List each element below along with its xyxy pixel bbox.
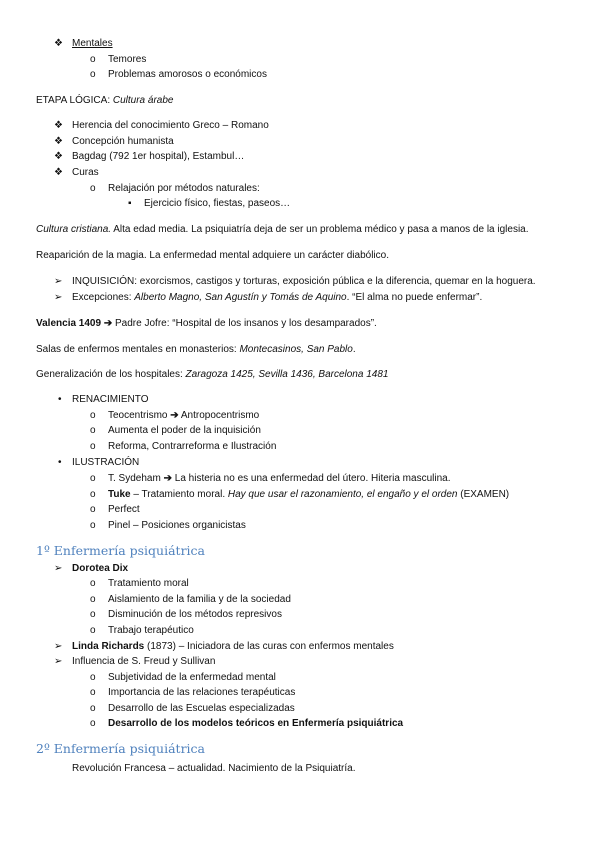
arrow-bullet-icon: ➢ (54, 656, 63, 667)
circle-bullet-icon: o (90, 703, 96, 714)
renacimiento-title: RENACIMIENTO (72, 394, 149, 405)
linda-item: Linda Richards (1873) – Iniciadora de las curas con enfermos mentales (72, 641, 394, 652)
circle-bullet-icon: o (90, 441, 96, 452)
square-bullet-icon: ▪ (128, 198, 132, 209)
inquisicion-item: INQUISICIÓN: exorcismos, castigos y torturas, exposición pública e la diferencia, quemar en la hoguera. (72, 276, 536, 287)
arrow-bullet-icon: ➢ (54, 292, 63, 303)
circle-bullet-icon: o (90, 687, 96, 698)
salas-paragraph: Salas de enfermos mentales en monasterios: Montecasinos, San Pablo. (36, 344, 356, 355)
diamond-bullet-icon: ❖ (54, 38, 63, 49)
circle-bullet-icon: o (90, 504, 96, 515)
excepciones-item: Excepciones: Alberto Magno, San Agustín y Tomás de Aquino. “El alma no puede enfermar”. (72, 292, 483, 303)
dot-bullet-icon: • (58, 457, 62, 468)
diamond-bullet-icon: ❖ (54, 167, 63, 178)
etapa-logica-heading: ETAPA LÓGICA: Cultura árabe (36, 95, 174, 106)
dorotea-item: Tratamiento moral (108, 578, 189, 589)
influencia-item-bold: Desarrollo de los modelos teóricos en Enfermería psiquiátrica (108, 718, 404, 729)
section-heading-1: 1º Enfermería psiquiátrica (36, 543, 205, 558)
dorotea-item: Trabajo terapéutico (108, 625, 194, 636)
ilustracion-item: T. Sydeham ➔ La histeria no es una enfermedad del útero. Hiteria masculina. (108, 473, 451, 484)
ilustracion-item: Perfect (108, 504, 140, 515)
diamond-bullet-icon: ❖ (54, 151, 63, 162)
circle-bullet-icon: o (90, 69, 96, 80)
etapa-logica-item: Curas (72, 167, 99, 178)
diamond-bullet-icon: ❖ (54, 120, 63, 131)
circle-bullet-icon: o (90, 183, 96, 194)
circle-bullet-icon: o (90, 672, 96, 683)
circle-bullet-icon: o (90, 520, 96, 531)
arrow-icon: ➔ (170, 410, 179, 421)
ilustracion-item: Tuke – Tratamiento moral. Hay que usar el razonamiento, el engaño y el orden (EXAMEN) (108, 489, 510, 500)
dorotea-item: Aislamiento de la familia y de la sociedad (108, 594, 291, 605)
dot-bullet-icon: • (58, 394, 62, 405)
influencia-item: Subjetividad de la enfermedad mental (108, 672, 276, 683)
circle-bullet-icon: o (90, 54, 96, 65)
circle-bullet-icon: o (90, 489, 96, 500)
dorotea-item: Disminución de los métodos represivos (108, 609, 282, 620)
etapa-logica-item: Concepción humanista (72, 136, 174, 147)
ilustracion-title: ILUSTRACIÓN (72, 457, 140, 468)
revolucion-paragraph: Revolución Francesa – actualidad. Nacimiento de la Psiquiatría. (72, 763, 356, 774)
arrow-icon: ➔ (103, 318, 113, 329)
etapa-logica-item: Herencia del conocimiento Greco – Romano (72, 120, 269, 131)
arrow-bullet-icon: ➢ (54, 276, 63, 287)
renacimiento-item: Reforma, Contrarreforma e Ilustración (108, 441, 277, 452)
diamond-bullet-icon: ❖ (54, 136, 63, 147)
renacimiento-item: Teocentrismo ➔ Antropocentrismo (108, 410, 260, 421)
valencia-paragraph: Valencia 1409 ➔ Padre Jofre: “Hospital de los insanos y los desamparados”. (36, 318, 377, 329)
dorotea-title: Dorotea Dix (72, 563, 129, 574)
mentales-item: Temores (108, 54, 147, 65)
curas-subitem: Relajación por métodos naturales: (108, 183, 260, 194)
influencia-title: Influencia de S. Freud y Sullivan (72, 656, 216, 667)
renacimiento-item: Aumenta el poder de la inquisición (108, 425, 261, 436)
mentales-title: Mentales (72, 38, 113, 49)
influencia-item: Importancia de las relaciones terapéuticas (108, 687, 296, 698)
circle-bullet-icon: o (90, 609, 96, 620)
circle-bullet-icon: o (90, 410, 96, 421)
arrow-icon: ➔ (163, 473, 172, 484)
circle-bullet-icon: o (90, 625, 96, 636)
magia-paragraph: Reaparición de la magia. La enfermedad mental adquiere un carácter diabólico. (36, 250, 389, 261)
circle-bullet-icon: o (90, 425, 96, 436)
influencia-item: Desarrollo de las Escuelas especializadas (108, 703, 295, 714)
circle-bullet-icon: o (90, 718, 96, 729)
mentales-item: Problemas amorosos o económicos (108, 69, 267, 80)
ilustracion-item: Pinel – Posiciones organicistas (108, 520, 246, 531)
circle-bullet-icon: o (90, 473, 96, 484)
circle-bullet-icon: o (90, 578, 96, 589)
circle-bullet-icon: o (90, 594, 96, 605)
section-heading-2: 2º Enfermería psiquiátrica (36, 741, 205, 756)
cultura-cristiana-paragraph: Cultura cristiana. Alta edad media. La psiquiatría deja de ser un problema médico y pasa a manos de la iglesia. (36, 224, 529, 235)
etapa-logica-item: Bagdag (792 1er hospital), Estambul… (72, 151, 245, 162)
curas-subsubitem: Ejercicio físico, fiestas, paseos… (144, 198, 291, 209)
arrow-bullet-icon: ➢ (54, 563, 63, 574)
generalizacion-paragraph: Generalización de los hospitales: Zaragoza 1425, Sevilla 1436, Barcelona 1481 (36, 369, 389, 380)
arrow-bullet-icon: ➢ (54, 641, 63, 652)
